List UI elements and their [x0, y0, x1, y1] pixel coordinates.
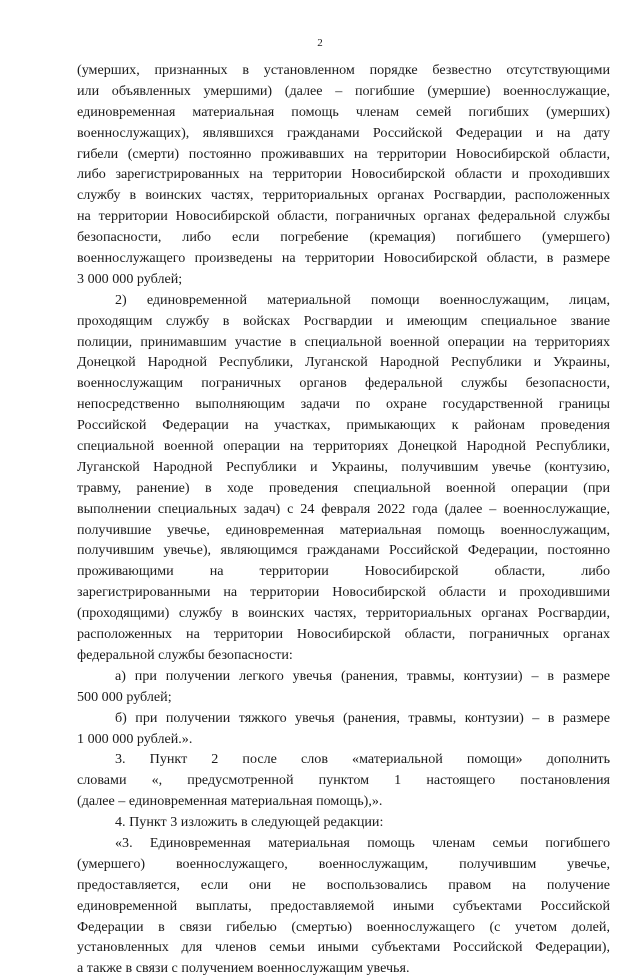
text-line: единовременной выплаты, предоставляемой иными субъектами Российской	[77, 897, 610, 914]
text-line: военнослужащим пограничных органов федеральной службы безопасности,	[77, 375, 610, 392]
text-line: единовременная материальная помощь членам семей погибших (умерших)	[77, 103, 610, 120]
text-line: получившим увечье), являющимся гражданами Российской Федерации, постоянно	[77, 542, 610, 559]
text-line: на территории Новосибирской области, пограничных органах федеральной службы	[77, 208, 610, 225]
text-line: а) при получении легкого увечья (ранения, травмы, контузии) – в размере	[115, 667, 610, 684]
text-line: федеральной службы безопасности:	[77, 646, 293, 663]
text-line: б) при получении тяжкого увечья (ранения, травмы, контузии) – в размере	[115, 709, 610, 726]
text-line: 4. Пункт 3 изложить в следующей редакции:	[115, 814, 384, 831]
text-line: специальной военной операции на территориях Донецкой Народной Республики,	[77, 438, 610, 455]
text-line: а также в связи с получением военнослужащим увечья.	[77, 960, 410, 977]
text-line: выполнении специальных задач) с 24 февраля 2022 года (далее – военнослужащие,	[77, 500, 610, 517]
text-line: военнослужащего произведены на территории Новосибирской области, в размере	[77, 250, 610, 267]
text-line: словами «, предусмотренной пунктом 1 настоящего постановления	[77, 772, 610, 789]
text-line: Федерации в связи гибелью (смертью) военнослужащего (с учетом долей,	[77, 918, 610, 935]
text-line: установленных для членов семьи иными субъектами Российской Федерации),	[77, 939, 610, 956]
document-body	[77, 60, 610, 979]
text-line: (далее – единовременная материальная помощь),».	[77, 793, 383, 810]
text-line: или объявленных умершими) (далее – погибшие (умершие) военнослужащие,	[77, 82, 610, 99]
text-line: травму, ранение) в ходе проведения специальной военной операции (при	[77, 479, 610, 496]
text-line: либо зарегистрированных на территории Новосибирской области и проходивших	[77, 166, 610, 183]
text-line: Российской Федерации на участках, примыкающих к районам проведения	[77, 417, 610, 434]
text-line: Луганской Народной Республики и Украины, получившим увечье (контузию,	[77, 458, 610, 475]
text-line: проходящим службу в войсках Росгвардии и имеющим специальное звание	[77, 312, 610, 329]
text-line: службу в воинских частях, территориальных органах Росгвардии, расположенных	[77, 187, 610, 204]
text-line: (проходящими) службу в воинских частях, территориальных органах Росгвардии,	[77, 605, 610, 622]
text-line: 500 000 рублей;	[77, 688, 172, 705]
page-number: 2	[317, 37, 323, 49]
text-line: полиции, принимавшим участие в специальной военной операции на территориях	[77, 333, 610, 350]
text-line: получившие увечье, единовременная материальная помощь военнослужащим,	[77, 521, 610, 538]
text-line: (умерших, признанных в установленном порядке безвестно отсутствующими	[77, 62, 610, 78]
text-line: военнослужащих), являвшихся гражданами Российской Федерации и на дату	[77, 124, 610, 141]
text-line: 3. Пункт 2 после слов «материальной помощи» дополнить	[115, 751, 610, 768]
text-line: безопасности, либо если погребение (кремация) погибшего (умершего)	[77, 229, 610, 246]
text-line: «3. Единовременная материальная помощь членам семьи погибшего	[115, 834, 610, 851]
text-line: расположенных на территории Новосибирской области, пограничных органах	[77, 626, 610, 643]
text-line: зарегистрированными на территории Новосибирской области и проходившими	[77, 584, 610, 601]
text-line: гибели (смерти) постоянно проживавших на территории Новосибирской области,	[77, 145, 610, 162]
text-line: 1 000 000 рублей.».	[77, 730, 193, 747]
text-line: (умершего) военнослужащего, военнослужащим, получившим увечье,	[77, 855, 610, 872]
text-line: 3 000 000 рублей;	[77, 270, 183, 287]
text-line: предоставляется, если они не воспользовались правом на получение	[77, 876, 610, 893]
text-line: проживающими на территории Новосибирской области, либо	[77, 563, 610, 580]
text-line: непосредственно выполняющим задачи по охране государственной границы	[77, 396, 610, 413]
text-line: 2) единовременной материальной помощи военнослужащим, лицам,	[115, 291, 610, 308]
text-line: Донецкой Народной Республики, Луганской Народной Республики и Украины,	[77, 354, 610, 371]
